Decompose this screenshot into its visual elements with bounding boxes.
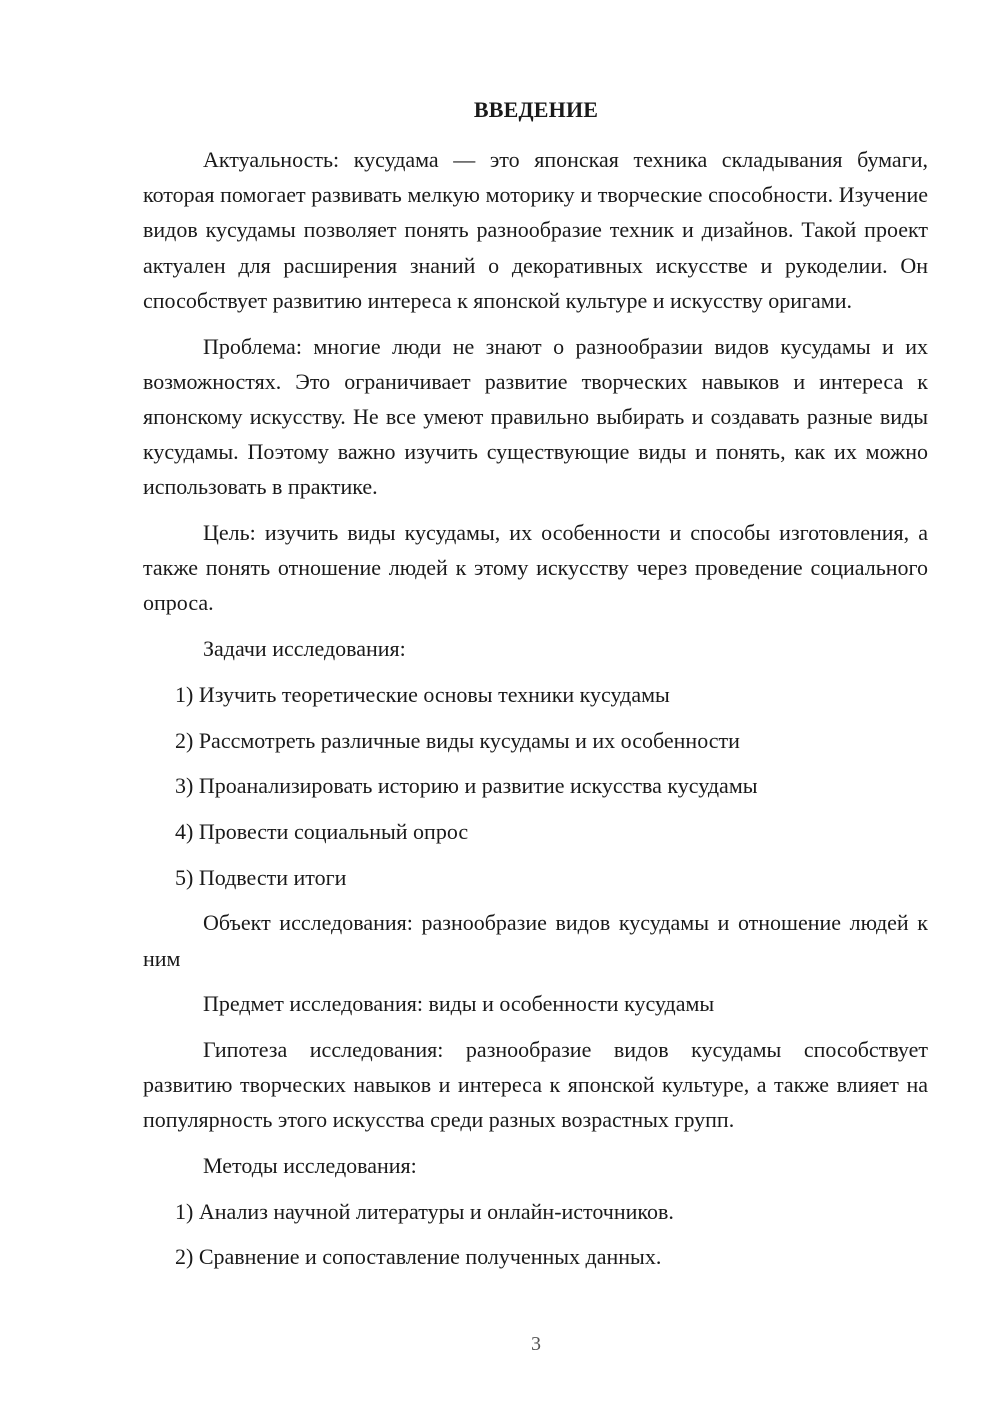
section-title: ВВЕДЕНИЕ [473,97,599,122]
hypothesis-paragraph: Гипотеза исследования: разнообразие видов кусудамы способствует развитию творческих навыков и интереса к японской культуре, а также влияет на популярность этого искусства среди разных возрастных групп. [143,1036,928,1133]
method-item: 1) Анализ научной литературы и онлайн-источников. [175,1198,674,1224]
goal-paragraph: Цель: изучить виды кусудамы, их особенности и способы изготовления, а также понять отношение людей к этому искусству через проведение социального опроса. [143,520,928,616]
subject-paragraph: Предмет исследования: виды и особенности кусудамы [203,991,715,1017]
method-item: 2) Сравнение и сопоставление полученных данных. [175,1244,662,1270]
tasks-heading: Задачи исследования: [203,636,406,662]
task-item: 4) Провести социальный опрос [175,818,469,844]
problem-paragraph: Проблема: многие люди не знают о разнообразии видов кусудамы и их возможностях. Это ограничивает развитие творческих навыков и интереса к японскому искусству. Не все умеют правильно выбирать и создавать разные виды кусудамы. Поэтому важно изучить существующие виды и понять, как их можно использовать в практике. [143,333,928,500]
task-item: 2) Рассмотреть различные виды кусудамы и их особенности [175,727,740,753]
relevance-paragraph: Актуальность: кусудама — это японская техника складывания бумаги, которая помогает развивать мелкую моторику и творческие способности. Изучение видов кусудамы позволяет понять разнообразие техник и дизайнов. Такой проект актуален для расширения знаний о декоративных искусстве и рукоделии. Он способствует развитию интереса к японской культуре и искусству оригами. [143,147,928,313]
document-body [143,142,928,1285]
methods-heading: Методы исследования: [203,1153,417,1179]
page-number: 3 [531,1333,541,1355]
task-item: 5) Подвести итоги [175,864,347,890]
task-item: 1) Изучить теоретические основы техники кусудамы [175,681,670,707]
task-item: 3) Проанализировать историю и развитие искусства кусудамы [175,773,758,799]
object-paragraph: Объект исследования: разнообразие видов кусудамы и отношение людей к ним [143,910,928,971]
